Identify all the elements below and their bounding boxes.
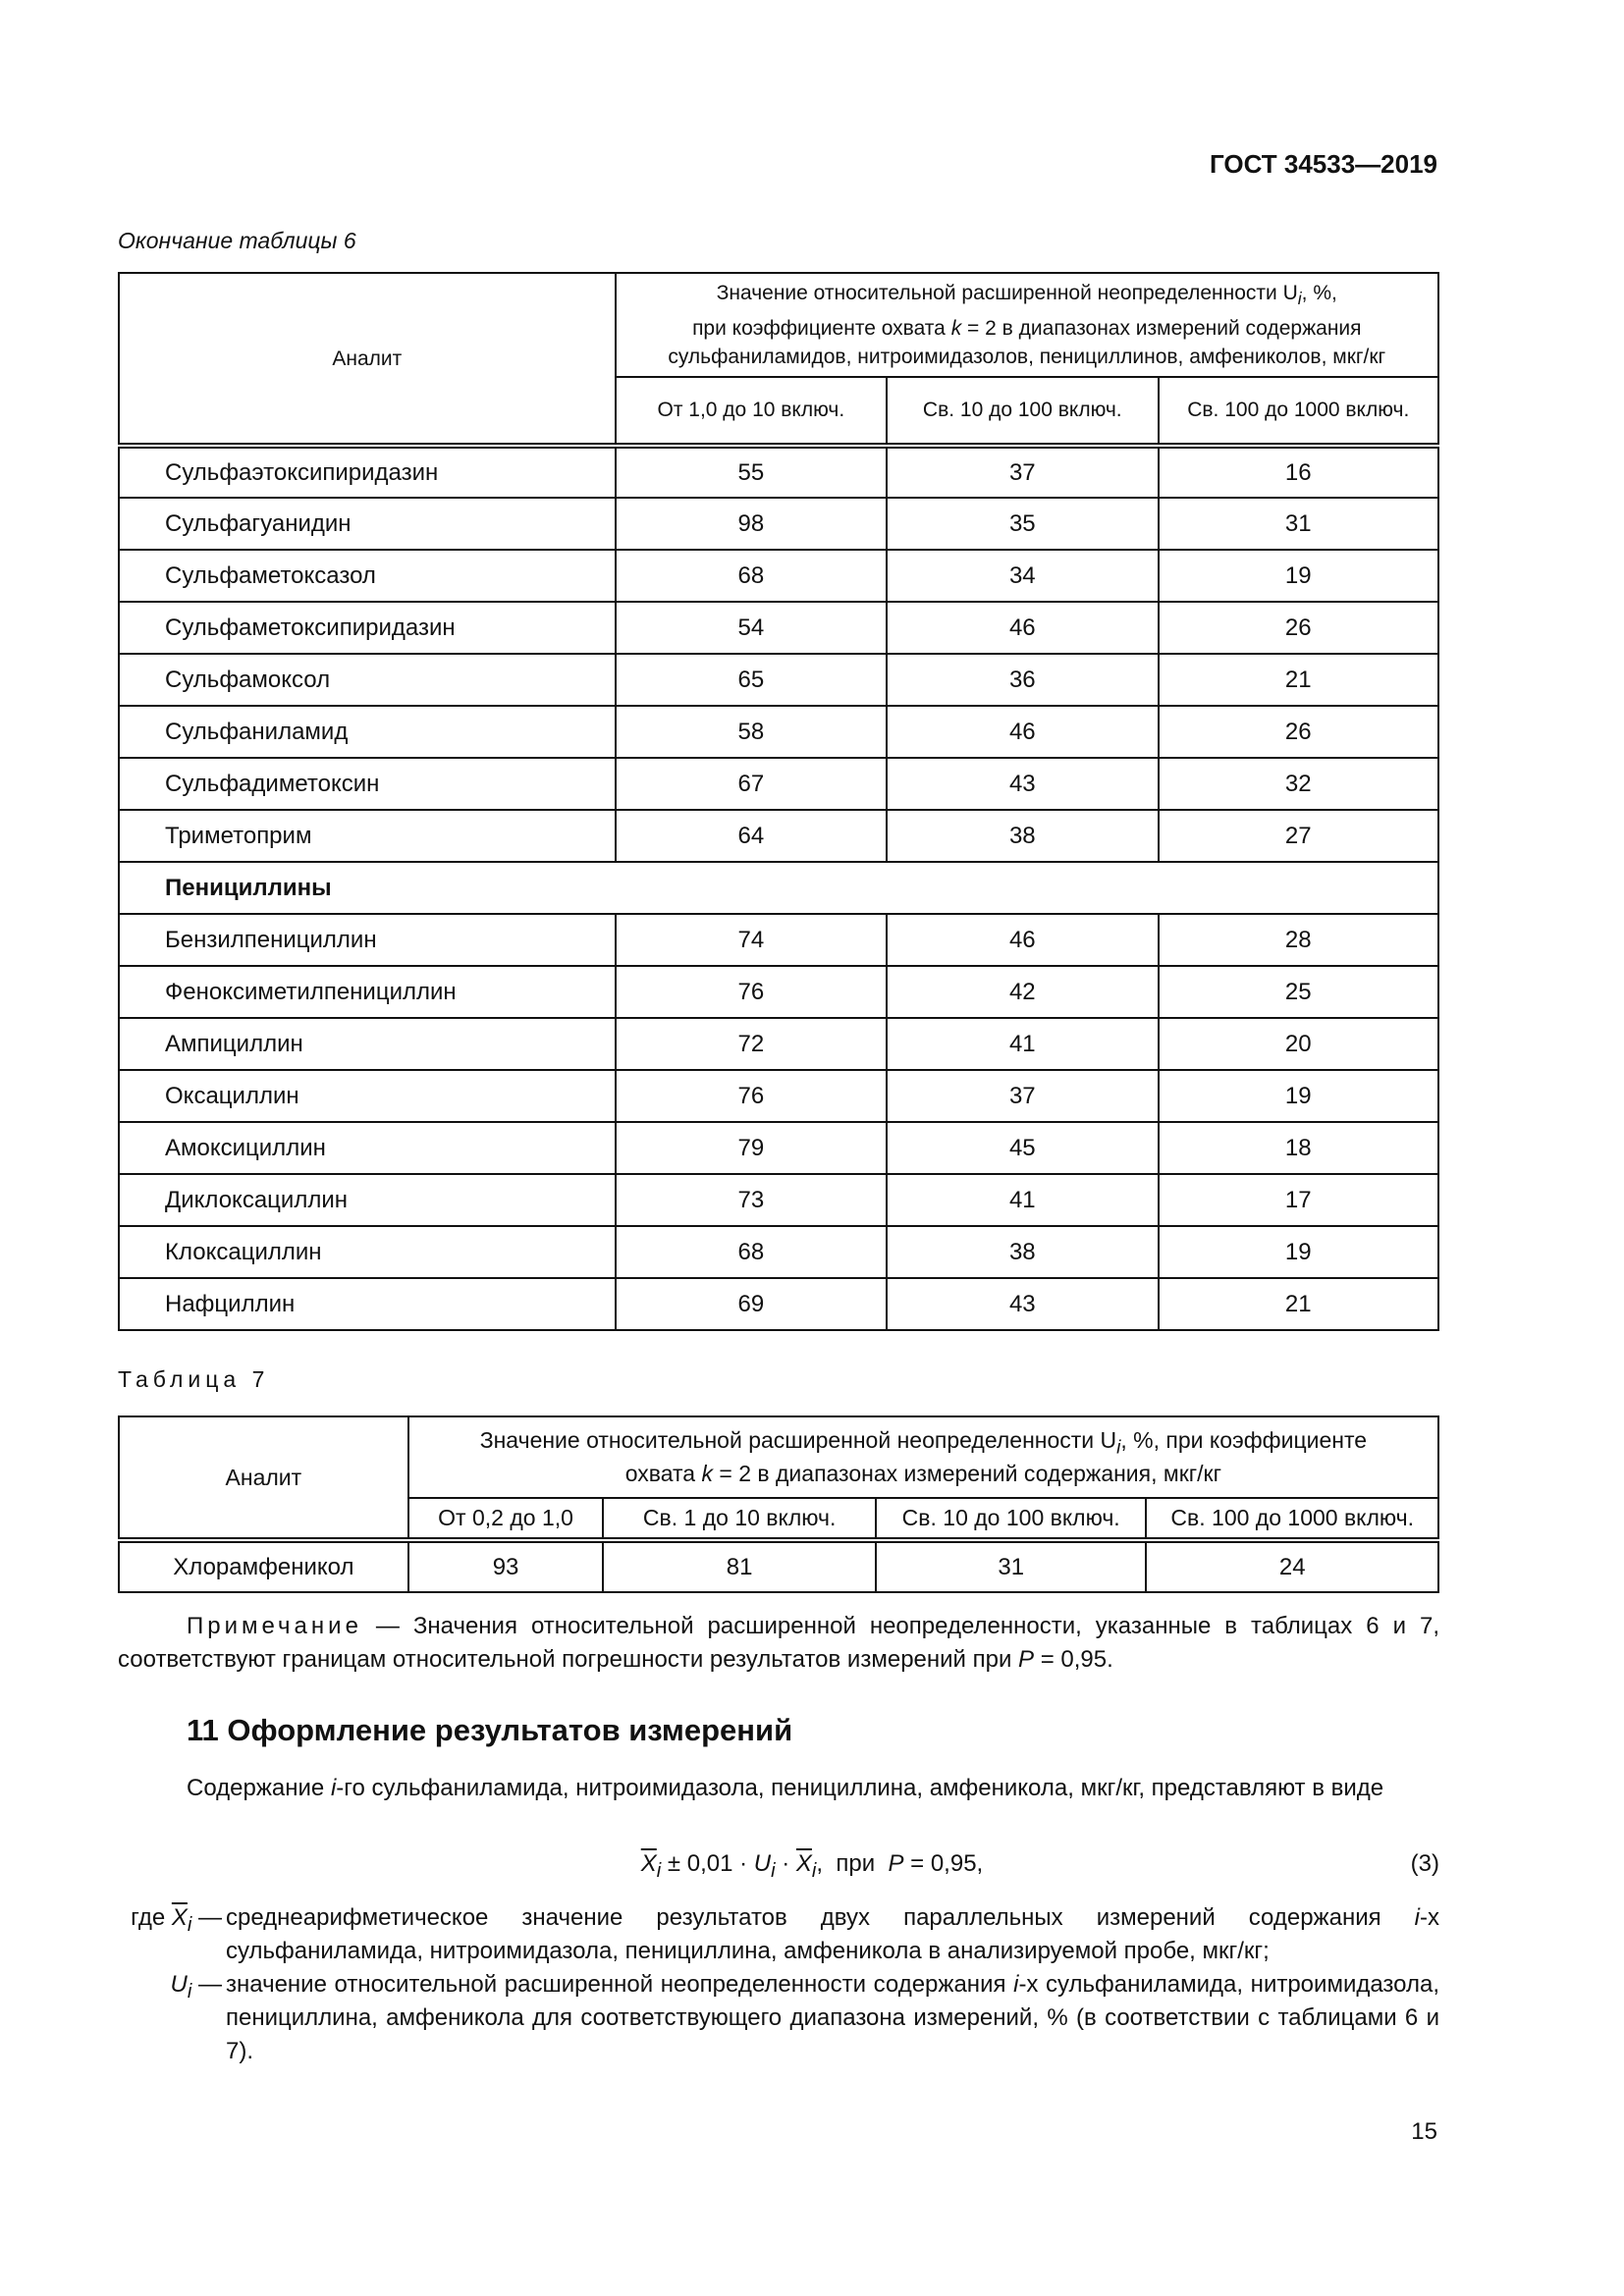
value-cell: 43 xyxy=(887,1278,1158,1330)
value-cell: 19 xyxy=(1159,550,1438,602)
value-cell: 20 xyxy=(1159,1018,1438,1070)
analyte-name: Сульфамоксол xyxy=(119,654,616,706)
table-row xyxy=(119,966,1438,1018)
table-row xyxy=(119,706,1438,758)
value-cell: 31 xyxy=(876,1540,1147,1592)
page-number: 15 xyxy=(1411,2118,1437,2145)
value-cell: 46 xyxy=(887,706,1158,758)
table7-caption: Таблица 7 xyxy=(118,1366,270,1392)
table6-caption: Окончание таблицы 6 xyxy=(118,228,356,253)
analyte-name: Феноксиметилпенициллин xyxy=(119,966,616,1018)
value-cell: 25 xyxy=(1159,966,1438,1018)
table-row xyxy=(119,1226,1438,1278)
value-cell: 38 xyxy=(887,810,1158,862)
table-6 xyxy=(118,272,1439,1331)
table-row xyxy=(119,654,1438,706)
table-7 xyxy=(118,1415,1439,1593)
value-cell: 18 xyxy=(1159,1122,1438,1174)
analyte-name: Амоксициллин xyxy=(119,1122,616,1174)
value-cell: 65 xyxy=(616,654,887,706)
value-cell: 74 xyxy=(616,914,887,966)
value-cell: 64 xyxy=(616,810,887,862)
value-cell: 32 xyxy=(1159,758,1438,810)
value-cell: 93 xyxy=(408,1540,604,1592)
table-row xyxy=(119,498,1438,550)
table-row xyxy=(119,914,1438,966)
value-cell: 68 xyxy=(616,550,887,602)
analyte-name: Сульфагуанидин xyxy=(119,498,616,550)
analyte-name: Оксациллин xyxy=(119,1070,616,1122)
value-cell: 26 xyxy=(1159,602,1438,654)
table-row xyxy=(119,758,1438,810)
value-cell: 26 xyxy=(1159,706,1438,758)
value-cell: 17 xyxy=(1159,1174,1438,1226)
value-cell: 69 xyxy=(616,1278,887,1330)
uncertainty-header: Значение относительной расширенной неопределенности $U_i$, %, при коэффициенте охвата k = 2 в диапазонах измерений содержания сульфаниламидов, нитроимидазолов, пенициллинов, амфениколов, мкг/кг xyxy=(616,273,1438,377)
value-cell: 36 xyxy=(887,654,1158,706)
value-cell: 67 xyxy=(616,758,887,810)
analyte-name: Хлорамфеникол xyxy=(119,1540,408,1592)
value-cell: 37 xyxy=(887,1070,1158,1122)
analyte-name: Сульфаметоксипиридазин xyxy=(119,602,616,654)
value-cell: 27 xyxy=(1159,810,1438,862)
value-cell: 54 xyxy=(616,602,887,654)
table-row xyxy=(119,1540,1438,1592)
analyte-name: Триметоприм xyxy=(119,810,616,862)
value-cell: 35 xyxy=(887,498,1158,550)
group-row-penicillins: Пенициллины xyxy=(119,862,1438,914)
table-note: Примечание — Значения относительной расширенной неопределенности, указанные в таблицах 6 и 7, соответствуют границам относительной погрешности результатов измерений при P = 0,95. xyxy=(118,1613,1439,1673)
table-row xyxy=(119,602,1438,654)
value-cell: 46 xyxy=(887,914,1158,966)
value-cell: 45 xyxy=(887,1122,1158,1174)
table-row xyxy=(119,810,1438,862)
analyte-name: Сульфаэтоксипиридазин xyxy=(119,446,616,498)
analyte-name: Клоксациллин xyxy=(119,1226,616,1278)
definition-u: $U_i$ — значение относительной расширенной неопределенности содержания i-х сульфаниламида, нитроимидазола, пенициллина, амфеникола для соответствующего диапазона измерений, % (в соответствии с таблицами 6 и 7). xyxy=(170,1971,1439,2064)
value-cell: 58 xyxy=(616,706,887,758)
analyte-name: Сульфаметоксазол xyxy=(119,550,616,602)
value-cell: 21 xyxy=(1159,1278,1438,1330)
range-header: Св. 100 до 1000 включ. xyxy=(1159,377,1438,446)
uncertainty-header: Значение относительной расширенной неопределенности $U_i$, %, при коэффициенте охвата k = 2 в диапазонах измерений содержания, мкг/кг xyxy=(408,1416,1438,1498)
table-row xyxy=(119,1278,1438,1330)
value-cell: 76 xyxy=(616,966,887,1018)
table-row xyxy=(119,1070,1438,1122)
value-cell: 31 xyxy=(1159,498,1438,550)
section-paragraph: Содержание i-го сульфаниламида, нитроимидазола, пенициллина, амфеникола, мкг/кг, представляют в виде xyxy=(187,1775,1384,1801)
value-cell: 55 xyxy=(616,446,887,498)
value-cell: 41 xyxy=(887,1018,1158,1070)
table-row xyxy=(119,550,1438,602)
range-header: Св. 10 до 100 включ. xyxy=(887,377,1158,446)
value-cell: 16 xyxy=(1159,446,1438,498)
range-header: Св. 100 до 1000 включ. xyxy=(1146,1498,1438,1540)
value-cell: 79 xyxy=(616,1122,887,1174)
table-row xyxy=(119,1122,1438,1174)
formula-3: $\overline{X}_i \pm 0,01 \cdot U_i \cdot \overline{X}_i$, при P = 0,95, xyxy=(640,1850,984,1882)
value-cell: 68 xyxy=(616,1226,887,1278)
value-cell: 38 xyxy=(887,1226,1158,1278)
range-header: Св. 10 до 100 включ. xyxy=(876,1498,1147,1540)
formula-number: (3) xyxy=(1410,1850,1439,1877)
value-cell: 81 xyxy=(603,1540,876,1592)
range-header: От 1,0 до 10 включ. xyxy=(616,377,887,446)
analyte-name: Бензилпенициллин xyxy=(119,914,616,966)
value-cell: 24 xyxy=(1146,1540,1438,1592)
value-cell: 19 xyxy=(1159,1226,1438,1278)
value-cell: 46 xyxy=(887,602,1158,654)
value-cell: 34 xyxy=(887,550,1158,602)
analyte-name: Нафциллин xyxy=(119,1278,616,1330)
value-cell: 41 xyxy=(887,1174,1158,1226)
definition-x: где $\overline{X}_i$ — среднеарифметическое значение результатов двух параллельных измерений содержания i-х сульфаниламида, нитроимидазола, пенициллина, амфеникола в анализируемой пробе, мкг/кг; xyxy=(131,1904,1439,1964)
table-row xyxy=(119,1174,1438,1226)
value-cell: 72 xyxy=(616,1018,887,1070)
table-row xyxy=(119,1018,1438,1070)
value-cell: 98 xyxy=(616,498,887,550)
value-cell: 37 xyxy=(887,446,1158,498)
value-cell: 43 xyxy=(887,758,1158,810)
analyte-name: Диклоксациллин xyxy=(119,1174,616,1226)
analyte-name: Сульфадиметоксин xyxy=(119,758,616,810)
value-cell: 28 xyxy=(1159,914,1438,966)
range-header: От 0,2 до 1,0 xyxy=(408,1498,604,1540)
analyte-name: Сульфаниламид xyxy=(119,706,616,758)
value-cell: 19 xyxy=(1159,1070,1438,1122)
range-header: Св. 1 до 10 включ. xyxy=(603,1498,876,1540)
value-cell: 42 xyxy=(887,966,1158,1018)
table-row xyxy=(119,446,1438,498)
value-cell: 76 xyxy=(616,1070,887,1122)
analyte-header: Аналит xyxy=(119,273,616,446)
where-definitions xyxy=(118,1901,1439,2068)
analyte-name: Ампициллин xyxy=(119,1018,616,1070)
analyte-header: Аналит xyxy=(119,1416,408,1540)
section-heading: 11 Оформление результатов измерений xyxy=(187,1713,793,1747)
value-cell: 21 xyxy=(1159,654,1438,706)
value-cell: 73 xyxy=(616,1174,887,1226)
document-code: ГОСТ 34533—2019 xyxy=(1210,149,1437,179)
